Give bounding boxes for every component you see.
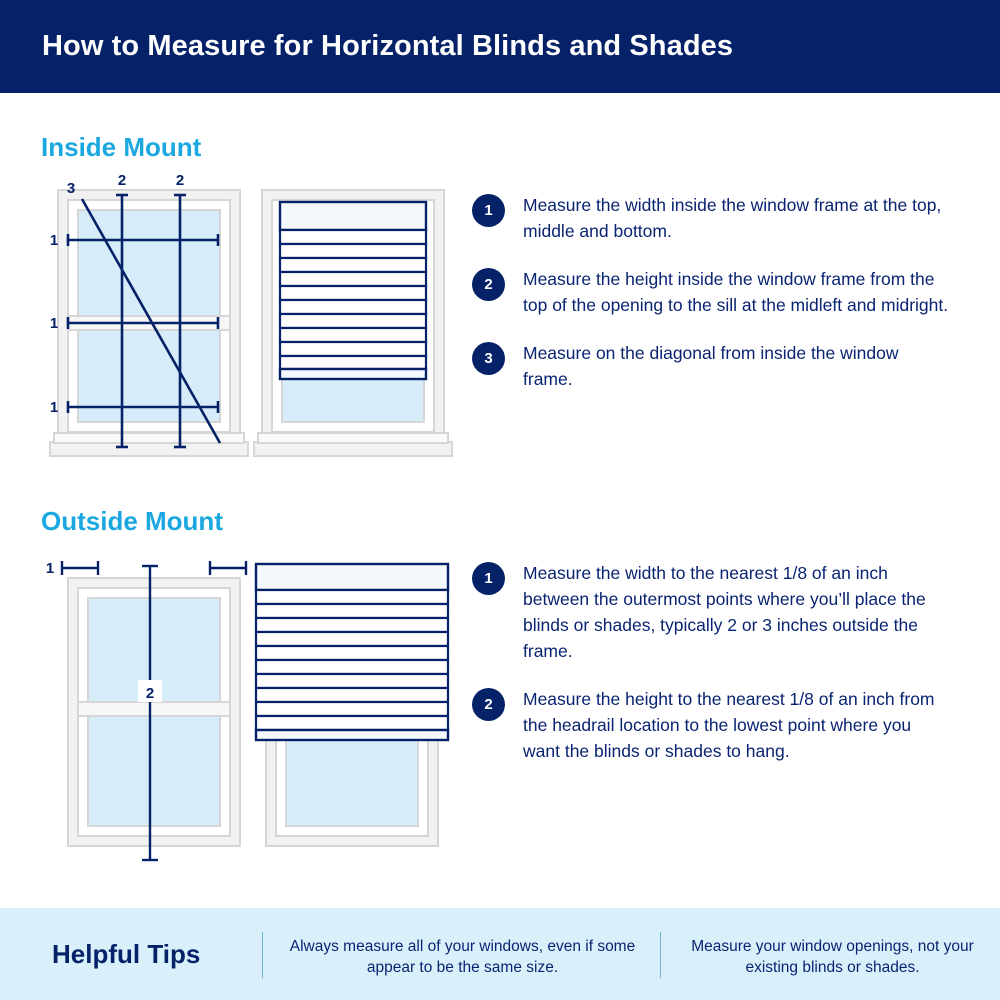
list-item: [472, 686, 952, 764]
step-badge: 1: [472, 562, 505, 595]
list-item: [472, 266, 952, 318]
svg-text:1: 1: [49, 315, 59, 332]
step-badge: 3: [472, 342, 505, 375]
list-item: [472, 192, 952, 244]
svg-text:1: 1: [49, 399, 59, 416]
step-badge: 2: [472, 268, 505, 301]
svg-text:2: 2: [175, 175, 185, 189]
step-badge: 1: [472, 194, 505, 227]
svg-text:2: 2: [117, 175, 127, 189]
svg-text:2: 2: [145, 685, 155, 702]
section-title-outside-mount: Outside Mount: [41, 506, 223, 536]
header-bar: [0, 0, 1000, 93]
step-text: Measure the height inside the window frame from the top of the opening to the sill at the midleft and midright.: [523, 269, 949, 315]
tip-item: Measure your window openings, not your existing blinds or shades.: [691, 938, 974, 976]
step-text: Measure the width inside the window frame at the top, middle and bottom.: [523, 195, 942, 241]
svg-text:3: 3: [66, 180, 76, 197]
step-badge: 2: [472, 688, 505, 721]
inside-mount-diagram: [40, 175, 460, 480]
svg-text:1: 1: [45, 560, 55, 577]
step-text: Measure the height to the nearest 1/8 of an inch from the headrail location to the lowest point where you want the blinds or shades to hang.: [523, 689, 935, 761]
inside-mount-steps: [472, 192, 952, 414]
outside-mount-steps: [472, 560, 952, 786]
svg-text:1: 1: [49, 232, 59, 249]
helpful-tips-bar: [0, 908, 1000, 1000]
divider: [262, 932, 263, 978]
page-title: How to Measure for Horizontal Blinds and Shades: [42, 30, 734, 62]
outside-mount-diagram: [40, 548, 460, 873]
list-item: [472, 340, 952, 392]
helpful-tips-title: Helpful Tips: [52, 939, 201, 969]
tip-item: Always measure all of your windows, even if some appear to be the same size.: [289, 938, 636, 976]
step-text: Measure the width to the nearest 1/8 of an inch between the outermost points where you’ll place the blinds or shades, typically 2 or 3 inches outside the frame.: [523, 563, 926, 661]
section-title-inside-mount: Inside Mount: [41, 132, 202, 162]
divider: [660, 932, 661, 978]
list-item: [472, 560, 952, 664]
step-text: Measure on the diagonal from inside the window frame.: [523, 343, 899, 389]
